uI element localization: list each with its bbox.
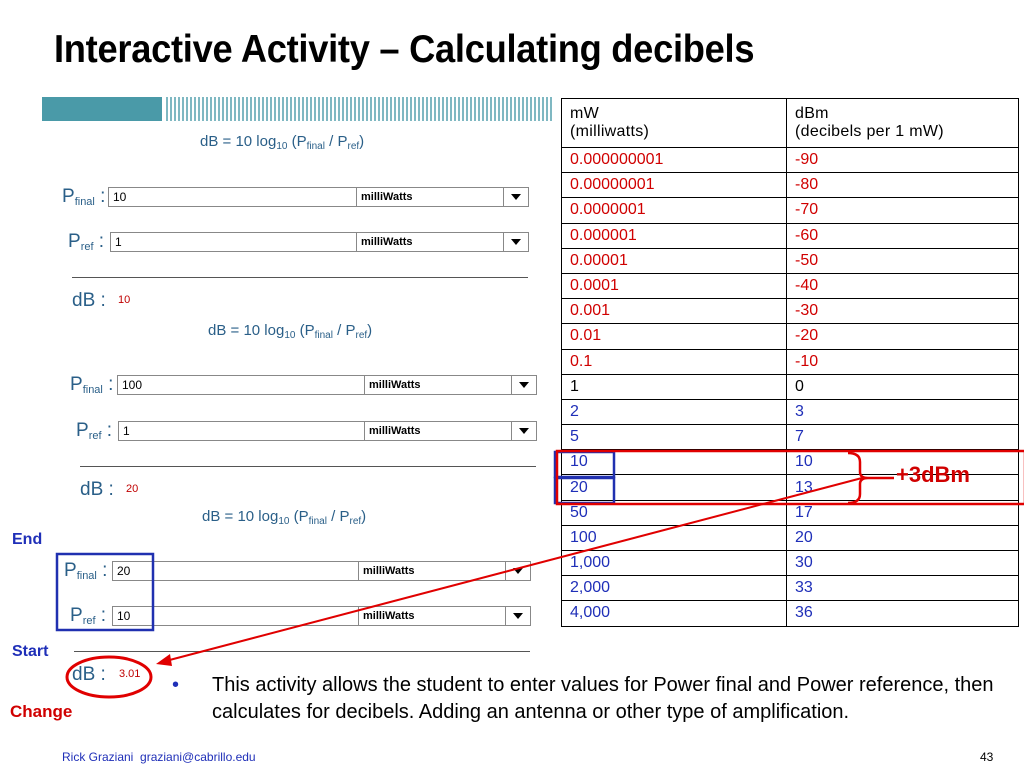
p-ref-input-1[interactable]: 1 [110,232,358,252]
cell-dbm: -40 [787,273,1019,298]
p-ref-label-2: $P_{ref}$ : [76,420,113,442]
highlight-ellipse-db [67,657,151,697]
cell-mw: 0.01 [562,324,787,349]
p-ref-label-3: $P_{ref}$ : [70,605,107,627]
cell-dbm: 0 [787,374,1019,399]
db-result-3: 3.01 [119,668,141,680]
header-mw: mW (milliwatts) [562,99,787,148]
cell-mw: 0.1 [562,349,787,374]
p-final-unit-select-2[interactable]: milliWatts [364,375,537,395]
db-label-1: dB : [72,290,106,311]
cell-mw: 0.001 [562,299,787,324]
start-label: Start [12,643,49,660]
arrow-line [162,478,862,662]
p-ref-label-1: $P_{ref}$ : [68,231,105,253]
end-label: End [12,531,43,548]
bullet-text: This activity allows the student to enter values for Power final and Power reference, then calculates for decibels. Adding an antenna or other type of amplification. [212,674,994,723]
p-ref-input-2[interactable]: 1 [118,421,366,441]
p-final-label-2: $P_{final}$ : [70,374,114,396]
p-ref-unit-select-3[interactable]: milliWatts [358,606,531,626]
header-dbm: dBm (decibels per 1 mW) [787,99,1019,148]
db-label-2: dB : [80,479,114,500]
cell-mw: 0.0001 [562,273,787,298]
cell-dbm: -70 [787,198,1019,223]
db-result-2: 20 [126,483,139,495]
cell-dbm: 7 [787,425,1019,450]
formula-2: dB = 10 $\log_{10} (P_{final} / P_{ref})$ [208,322,373,341]
cell-dbm: -60 [787,223,1019,248]
cell-mw: 0.000000001 [562,148,787,173]
p-final-input-1[interactable]: 10 [108,187,358,207]
cell-mw: 0.000001 [562,223,787,248]
cell-mw: 4,000 [562,601,787,626]
cell-mw: 10 [562,450,787,475]
cell-dbm: 10 [787,450,1019,475]
change-label: Change [10,702,73,721]
bullet-icon: • [172,674,180,696]
cell-mw: 100 [562,525,787,550]
cell-dbm: -90 [787,148,1019,173]
cell-mw: 20 [562,475,787,500]
p-final-input-3[interactable]: 20 [112,561,360,581]
footer-credit: Rick Graziani graziani@cabrillo.edu [62,750,256,764]
cell-dbm: -50 [787,248,1019,273]
cell-dbm: 33 [787,576,1019,601]
brace-mark [848,453,868,503]
slide-title: Interactive Activity – Calculating decibels [54,28,755,71]
cell-dbm: -10 [787,349,1019,374]
plus-3dbm-callout: +3dBm [896,462,970,487]
p-final-unit-select-1[interactable]: milliWatts [356,187,529,207]
cell-mw: 5 [562,425,787,450]
cell-dbm: 30 [787,551,1019,576]
cell-dbm: -30 [787,299,1019,324]
p-ref-unit-select-2[interactable]: milliWatts [364,421,537,441]
highlight-box-inputs [57,554,153,630]
cell-dbm: 36 [787,601,1019,626]
p-final-unit-select-3[interactable]: milliWatts [358,561,531,581]
p-final-input-2[interactable]: 100 [117,375,366,395]
highlight-box-row-10 [555,452,614,477]
arrow-head [156,654,172,666]
cell-dbm: 20 [787,525,1019,550]
cell-mw: 2 [562,399,787,424]
cell-mw: 2,000 [562,576,787,601]
cell-dbm: -80 [787,173,1019,198]
p-final-label-3: $P_{final}$ : [64,560,108,582]
cell-mw: 50 [562,500,787,525]
cell-dbm: 17 [787,500,1019,525]
cell-mw: 0.0000001 [562,198,787,223]
cell-mw: 0.00000001 [562,173,787,198]
cell-dbm: 13 [787,475,1019,500]
formula-3: dB = 10 $\log_{10} (P_{final} / P_{ref})$ [202,508,367,527]
page-number: 43 [980,750,994,764]
db-result-1: 10 [118,294,131,306]
cell-mw: 1 [562,374,787,399]
db-label-3: dB : [72,664,106,685]
cell-dbm: -20 [787,324,1019,349]
highlight-box-row-20 [555,478,614,503]
cell-mw: 1,000 [562,551,787,576]
cell-dbm: 3 [787,399,1019,424]
formula-1: dB = 10 $\log_{10} (P_{final} / P_{ref})$ [200,133,365,152]
p-ref-input-3[interactable]: 10 [112,606,360,626]
p-ref-unit-select-1[interactable]: milliWatts [356,232,529,252]
cell-mw: 0.00001 [562,248,787,273]
p-final-label-1: $P_{final}$ : [62,186,106,208]
